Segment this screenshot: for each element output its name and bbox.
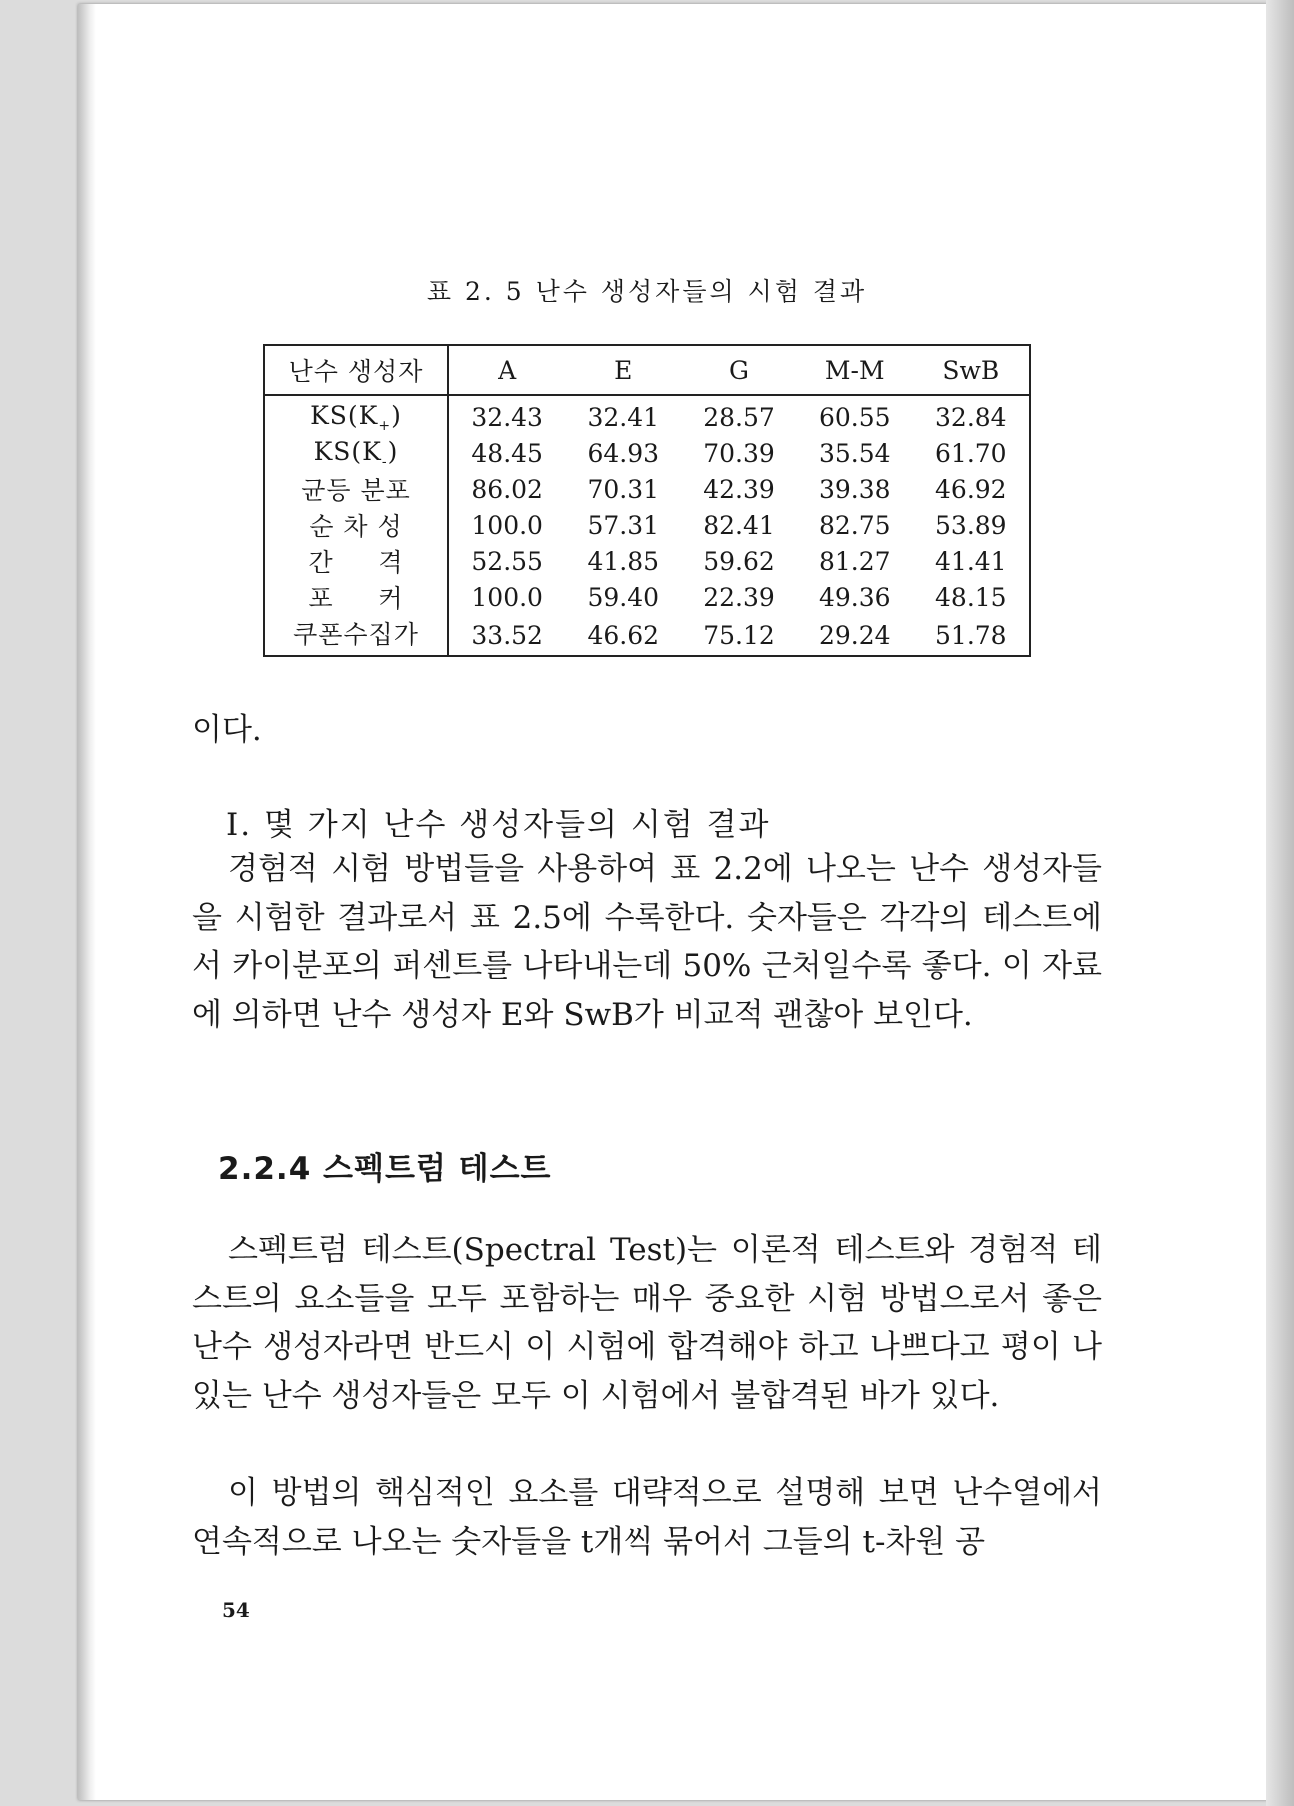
table-cell: 29.24 <box>818 620 891 650</box>
table-cell: 35.54 <box>818 438 891 468</box>
row-label: 간 격 <box>264 543 448 579</box>
table-cell: 64.93 <box>587 438 660 468</box>
table-cell: 46.92 <box>935 474 1007 504</box>
header-g: G <box>681 345 797 395</box>
paragraph-spectral-method: 이 방법의 핵심적인 요소를 대략적으로 설명해 보면 난수열에서 연속적으로 나오는 숫자들을 t개씩 묶어서 그들의 t-차원 공 <box>192 1475 1102 1560</box>
table-cell: 57.31 <box>587 510 660 540</box>
table-cell: 82.75 <box>818 510 891 540</box>
table-cell: 42.39 <box>703 474 775 504</box>
table-row <box>264 507 1030 543</box>
table-cell: 32.41 <box>587 403 660 433</box>
section-heading: 2.2.4 스펙트럼 테스트 <box>218 1151 552 1187</box>
table-cell: 28.57 <box>703 403 775 433</box>
table-row <box>264 395 1030 436</box>
table-cell: 61.70 <box>935 438 1007 468</box>
header-swb: SwB <box>913 345 1030 395</box>
page-number: 54 <box>222 1598 250 1622</box>
paragraph-results: 경험적 시험 방법들을 사용하여 표 2.2에 나오는 난수 생성자들을 시험한 결과로서 표 2.5에 수록한다. 숫자들은 각각의 테스트에서 카이분포의 퍼센트를 나타내는데 50% 근처일수록 좋다. 이 자료에 의하면 난수 생성자 E와 SwB가 비교적 괜찮아 보인다. <box>192 851 1102 1033</box>
table-cell: 52.55 <box>471 546 543 576</box>
results-table <box>263 344 1031 657</box>
table-cell: 49.36 <box>818 582 891 612</box>
table-cell: 100.0 <box>471 582 543 612</box>
header-e: E <box>565 345 681 395</box>
table-caption: 표 2. 5 난수 생성자들의 시험 결과 <box>426 277 868 306</box>
row-label: $KS(K_-)$ <box>264 436 448 472</box>
header-a: A <box>448 345 565 395</box>
row-label: 쿠폰수집가 <box>264 615 448 656</box>
header-generator: 난수 생성자 <box>264 345 448 395</box>
row-label: $KS(K_+)$ <box>264 395 448 436</box>
table-cell: 41.41 <box>935 546 1007 576</box>
table-cell: 32.84 <box>935 403 1007 433</box>
table-cell: 48.45 <box>471 438 543 468</box>
row-label: 포 커 <box>264 579 448 615</box>
table-cell: 48.15 <box>935 582 1007 612</box>
table-cell: 41.85 <box>587 546 660 576</box>
row-label: 순 차 성 <box>264 507 448 543</box>
table-cell: 82.41 <box>703 510 775 540</box>
table-row <box>264 615 1030 656</box>
header-mm: M-M <box>797 345 913 395</box>
table-cell: 53.89 <box>935 510 1007 540</box>
table-header-row <box>264 345 1030 395</box>
table-row <box>264 579 1030 615</box>
subsection-title: I. 몇 가지 난수 생성자들의 시험 결과 <box>226 807 771 843</box>
table-cell: 81.27 <box>818 546 891 576</box>
table-cell: 39.38 <box>818 474 891 504</box>
table-cell: 70.39 <box>703 438 775 468</box>
table-cell: 70.31 <box>587 474 660 504</box>
table-row <box>264 471 1030 507</box>
table-cell: 59.62 <box>703 546 775 576</box>
table-cell: 100.0 <box>471 510 543 540</box>
table-cell: 33.52 <box>471 620 543 650</box>
page-right-edge <box>1266 0 1294 1806</box>
table-cell: 86.02 <box>471 474 543 504</box>
table-row <box>264 436 1030 472</box>
table-cell: 59.40 <box>587 582 660 612</box>
table-cell: 32.43 <box>471 403 543 433</box>
paragraph-end: 이다. <box>192 712 262 748</box>
table-cell: 51.78 <box>935 620 1007 650</box>
table-row <box>264 543 1030 579</box>
row-label: 균등 분포 <box>264 471 448 507</box>
table-cell: 60.55 <box>818 403 891 433</box>
paragraph-spectral-intro: 스펙트럼 테스트(Spectral Test)는 이론적 테스트와 경험적 테스트의 요소들을 모두 포함하는 매우 중요한 시험 방법으로서 좋은 난수 생성자라면 반드시 이 시험에 합격해야 하고 나쁘다고 평이 나있는 난수 생성자들은 모두 이 시험에서 불합격된 바가 있다. <box>192 1232 1102 1414</box>
table-cell: 22.39 <box>703 582 775 612</box>
table-cell: 75.12 <box>703 620 775 650</box>
table-cell: 46.62 <box>587 620 660 650</box>
